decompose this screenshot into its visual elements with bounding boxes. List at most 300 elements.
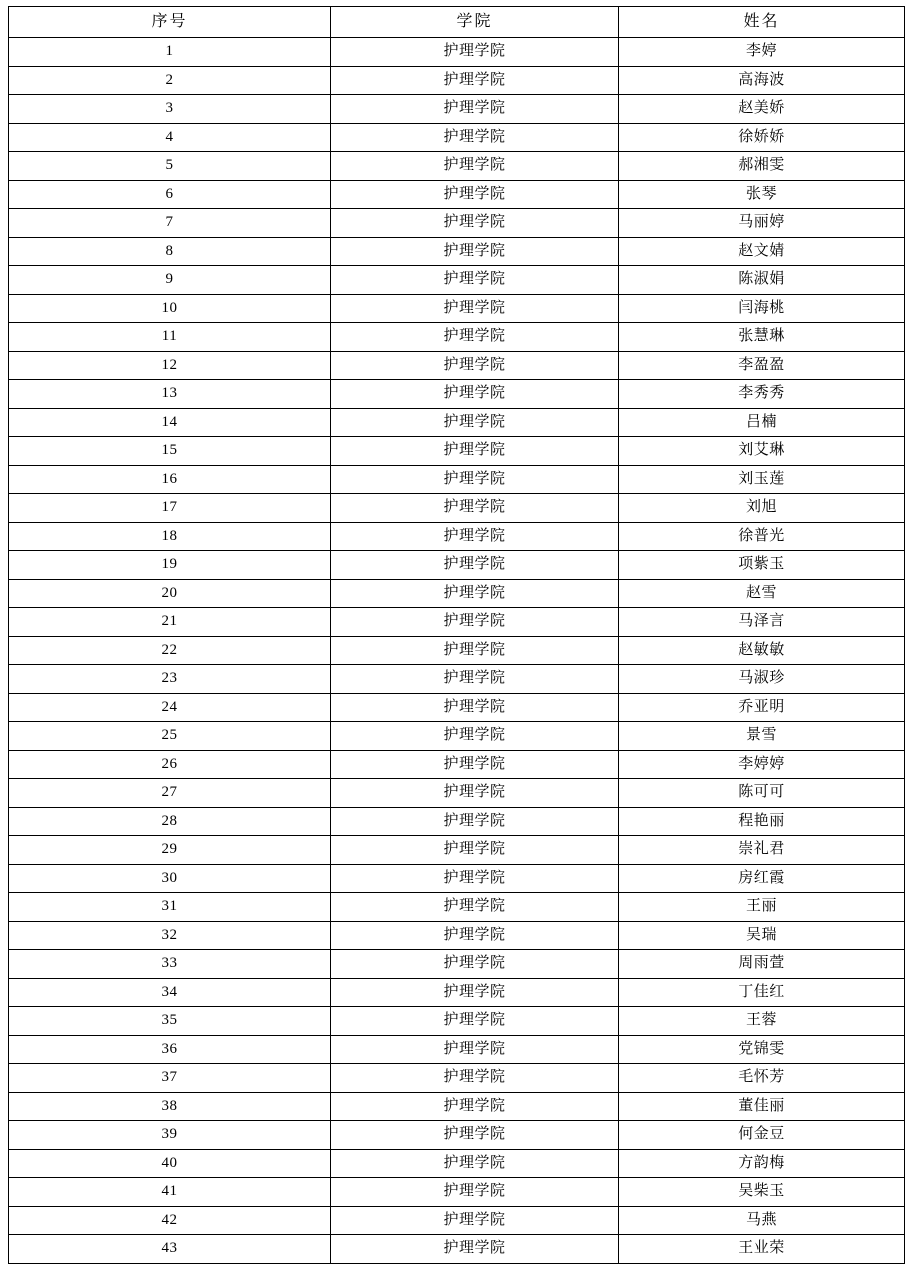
table-row xyxy=(9,693,905,722)
cell-name-text: 王蓉 xyxy=(745,1012,777,1029)
cell-index xyxy=(9,1178,331,1207)
cell-name xyxy=(619,95,905,124)
cell-name xyxy=(619,1007,905,1036)
cell-name-text: 陈可可 xyxy=(738,784,785,801)
cell-index xyxy=(9,380,331,409)
cell-index-text: 39 xyxy=(161,1126,178,1143)
cell-name xyxy=(619,1206,905,1235)
cell-index xyxy=(9,807,331,836)
cell-college xyxy=(331,66,619,95)
cell-college-text: 护理学院 xyxy=(443,71,506,88)
cell-name-text: 毛怀芳 xyxy=(738,1069,785,1086)
column-header-name xyxy=(619,7,905,38)
cell-index xyxy=(9,608,331,637)
cell-college-text: 护理学院 xyxy=(443,271,506,288)
cell-college xyxy=(331,1064,619,1093)
cell-name xyxy=(619,608,905,637)
cell-index-text: 16 xyxy=(161,470,178,487)
cell-index-text: 21 xyxy=(161,613,178,630)
cell-index-text: 25 xyxy=(161,727,178,744)
cell-college-text: 护理学院 xyxy=(443,157,506,174)
cell-name-text: 董佳丽 xyxy=(738,1097,785,1114)
cell-name-text: 房红霞 xyxy=(738,869,785,886)
cell-index xyxy=(9,323,331,352)
cell-college-text: 护理学院 xyxy=(443,869,506,886)
cell-name-text: 丁佳红 xyxy=(738,983,785,1000)
cell-name-text: 吴瑞 xyxy=(745,926,777,943)
cell-index-text: 19 xyxy=(161,556,178,573)
cell-college xyxy=(331,1035,619,1064)
cell-name-text: 马泽言 xyxy=(738,613,785,630)
cell-index-text: 23 xyxy=(161,670,178,687)
cell-college-text: 护理学院 xyxy=(443,556,506,573)
table-row xyxy=(9,893,905,922)
cell-index xyxy=(9,636,331,665)
table-row xyxy=(9,266,905,295)
table-row xyxy=(9,579,905,608)
table-row xyxy=(9,1007,905,1036)
cell-name-text: 郝湘雯 xyxy=(738,157,785,174)
cell-college-text: 护理学院 xyxy=(443,1183,506,1200)
cell-index xyxy=(9,921,331,950)
cell-name xyxy=(619,408,905,437)
table-row xyxy=(9,351,905,380)
cell-college xyxy=(331,636,619,665)
cell-name-text: 周雨萱 xyxy=(738,955,785,972)
cell-name xyxy=(619,1235,905,1264)
table-row xyxy=(9,608,905,637)
cell-college-text: 护理学院 xyxy=(443,214,506,231)
cell-name xyxy=(619,978,905,1007)
cell-name xyxy=(619,38,905,67)
cell-college-text: 护理学院 xyxy=(443,812,506,829)
cell-index-text: 11 xyxy=(161,328,178,345)
cell-name-text: 何金豆 xyxy=(738,1126,785,1143)
cell-college xyxy=(331,351,619,380)
table-row xyxy=(9,1149,905,1178)
cell-name xyxy=(619,66,905,95)
cell-name xyxy=(619,465,905,494)
cell-index xyxy=(9,494,331,523)
cell-index xyxy=(9,1092,331,1121)
cell-college xyxy=(331,522,619,551)
table-row xyxy=(9,1092,905,1121)
table-row xyxy=(9,494,905,523)
table-row xyxy=(9,1064,905,1093)
cell-index-text: 14 xyxy=(161,413,178,430)
cell-name-text: 李秀秀 xyxy=(738,385,785,402)
cell-college-text: 护理学院 xyxy=(443,385,506,402)
cell-college xyxy=(331,665,619,694)
cell-name-text: 刘艾琳 xyxy=(738,442,785,459)
cell-index xyxy=(9,152,331,181)
cell-college xyxy=(331,807,619,836)
cell-index xyxy=(9,408,331,437)
table-header xyxy=(9,7,905,38)
cell-name xyxy=(619,665,905,694)
table-row xyxy=(9,437,905,466)
cell-index-text: 41 xyxy=(161,1183,178,1200)
cell-name-text: 方韵梅 xyxy=(738,1154,785,1171)
cell-name-text: 乔亚明 xyxy=(738,698,785,715)
cell-name xyxy=(619,237,905,266)
cell-name-text: 张慧琳 xyxy=(738,328,785,345)
table-row xyxy=(9,1235,905,1264)
cell-index xyxy=(9,779,331,808)
cell-index xyxy=(9,551,331,580)
cell-name-text: 闫海桃 xyxy=(738,299,785,316)
cell-name-text: 陈淑娟 xyxy=(738,271,785,288)
table-row xyxy=(9,408,905,437)
cell-college xyxy=(331,779,619,808)
cell-name-text: 刘玉莲 xyxy=(738,470,785,487)
cell-college xyxy=(331,266,619,295)
table-row xyxy=(9,522,905,551)
cell-name xyxy=(619,123,905,152)
cell-college-text: 护理学院 xyxy=(443,185,506,202)
cell-college xyxy=(331,209,619,238)
cell-college xyxy=(331,836,619,865)
cell-index xyxy=(9,266,331,295)
cell-college xyxy=(331,1178,619,1207)
cell-college-text: 护理学院 xyxy=(443,128,506,145)
cell-name-text: 吕楠 xyxy=(745,413,777,430)
cell-college xyxy=(331,1121,619,1150)
cell-index xyxy=(9,1149,331,1178)
cell-index-text: 38 xyxy=(161,1097,178,1114)
cell-name xyxy=(619,551,905,580)
cell-college-text: 护理学院 xyxy=(443,1097,506,1114)
column-header-college-label: 学院 xyxy=(456,13,493,30)
cell-college-text: 护理学院 xyxy=(443,727,506,744)
table-row xyxy=(9,779,905,808)
cell-name xyxy=(619,1178,905,1207)
cell-index-text: 5 xyxy=(165,157,174,174)
cell-index-text: 12 xyxy=(161,356,178,373)
cell-college xyxy=(331,323,619,352)
cell-name-text: 李盈盈 xyxy=(738,356,785,373)
cell-name xyxy=(619,437,905,466)
cell-college-text: 护理学院 xyxy=(443,413,506,430)
cell-college xyxy=(331,1092,619,1121)
cell-college xyxy=(331,921,619,950)
table-row xyxy=(9,978,905,1007)
cell-index xyxy=(9,1064,331,1093)
cell-college xyxy=(331,152,619,181)
cell-college-text: 护理学院 xyxy=(443,527,506,544)
cell-name-text: 徐普光 xyxy=(738,527,785,544)
cell-name-text: 景雪 xyxy=(745,727,777,744)
cell-college xyxy=(331,551,619,580)
cell-name xyxy=(619,380,905,409)
cell-college-text: 护理学院 xyxy=(443,898,506,915)
cell-college-text: 护理学院 xyxy=(443,1069,506,1086)
cell-index xyxy=(9,465,331,494)
cell-name xyxy=(619,1064,905,1093)
table-row xyxy=(9,123,905,152)
cell-college-text: 护理学院 xyxy=(443,100,506,117)
cell-college-text: 护理学院 xyxy=(443,299,506,316)
table-row xyxy=(9,921,905,950)
table-row xyxy=(9,836,905,865)
cell-index xyxy=(9,123,331,152)
cell-index xyxy=(9,693,331,722)
cell-index-text: 17 xyxy=(161,499,178,516)
cell-index-text: 33 xyxy=(161,955,178,972)
cell-index-text: 30 xyxy=(161,869,178,886)
cell-name-text: 赵敏敏 xyxy=(738,641,785,658)
table-row xyxy=(9,66,905,95)
table-row xyxy=(9,665,905,694)
cell-college xyxy=(331,465,619,494)
cell-name xyxy=(619,921,905,950)
cell-index-text: 43 xyxy=(161,1240,178,1257)
column-header-college xyxy=(331,7,619,38)
cell-index xyxy=(9,893,331,922)
cell-college-text: 护理学院 xyxy=(443,1012,506,1029)
cell-index-text: 20 xyxy=(161,584,178,601)
cell-college xyxy=(331,408,619,437)
cell-index-text: 1 xyxy=(165,43,174,60)
cell-college-text: 护理学院 xyxy=(443,1154,506,1171)
cell-index xyxy=(9,1235,331,1264)
cell-index-text: 18 xyxy=(161,527,178,544)
cell-index xyxy=(9,1121,331,1150)
cell-name xyxy=(619,1092,905,1121)
cell-college-text: 护理学院 xyxy=(443,1126,506,1143)
cell-index-text: 37 xyxy=(161,1069,178,1086)
cell-college-text: 护理学院 xyxy=(443,328,506,345)
cell-index-text: 10 xyxy=(161,299,178,316)
cell-name-text: 李婷婷 xyxy=(738,755,785,772)
cell-college xyxy=(331,294,619,323)
cell-index-text: 22 xyxy=(161,641,178,658)
cell-index-text: 4 xyxy=(165,128,174,145)
table-row xyxy=(9,1178,905,1207)
cell-college-text: 护理学院 xyxy=(443,926,506,943)
cell-name-text: 马燕 xyxy=(745,1211,777,1228)
cell-college xyxy=(331,123,619,152)
cell-name xyxy=(619,579,905,608)
cell-index-text: 34 xyxy=(161,983,178,1000)
cell-name-text: 王业荣 xyxy=(738,1240,785,1257)
cell-college xyxy=(331,95,619,124)
cell-college-text: 护理学院 xyxy=(443,983,506,1000)
cell-name-text: 崇礼君 xyxy=(738,841,785,858)
table-row xyxy=(9,209,905,238)
cell-name-text: 徐娇娇 xyxy=(738,128,785,145)
cell-index xyxy=(9,579,331,608)
cell-index xyxy=(9,1007,331,1036)
cell-name-text: 党锦雯 xyxy=(738,1040,785,1057)
cell-index-text: 31 xyxy=(161,898,178,915)
cell-name xyxy=(619,266,905,295)
cell-college xyxy=(331,237,619,266)
cell-index xyxy=(9,864,331,893)
table-row xyxy=(9,551,905,580)
cell-name xyxy=(619,836,905,865)
cell-name xyxy=(619,494,905,523)
cell-index xyxy=(9,180,331,209)
cell-college-text: 护理学院 xyxy=(443,955,506,972)
cell-name xyxy=(619,750,905,779)
cell-index xyxy=(9,1035,331,1064)
cell-name xyxy=(619,1121,905,1150)
cell-college-text: 护理学院 xyxy=(443,470,506,487)
cell-college-text: 护理学院 xyxy=(443,356,506,373)
cell-index xyxy=(9,1206,331,1235)
cell-index-text: 13 xyxy=(161,385,178,402)
table-row xyxy=(9,95,905,124)
cell-college-text: 护理学院 xyxy=(443,613,506,630)
cell-index-text: 15 xyxy=(161,442,178,459)
cell-name xyxy=(619,180,905,209)
cell-college xyxy=(331,579,619,608)
cell-name xyxy=(619,522,905,551)
cell-index-text: 6 xyxy=(165,185,174,202)
cell-index xyxy=(9,722,331,751)
table-row xyxy=(9,1035,905,1064)
table-row xyxy=(9,465,905,494)
cell-name-text: 吴柴玉 xyxy=(738,1183,785,1200)
cell-index xyxy=(9,978,331,1007)
cell-name-text: 李婷 xyxy=(745,43,777,60)
cell-college xyxy=(331,722,619,751)
cell-name xyxy=(619,893,905,922)
table-row xyxy=(9,722,905,751)
cell-college-text: 护理学院 xyxy=(443,242,506,259)
cell-college-text: 护理学院 xyxy=(443,641,506,658)
cell-name xyxy=(619,294,905,323)
cell-college-text: 护理学院 xyxy=(443,755,506,772)
cell-index xyxy=(9,750,331,779)
cell-index-text: 35 xyxy=(161,1012,178,1029)
cell-index xyxy=(9,237,331,266)
cell-name xyxy=(619,152,905,181)
table-row xyxy=(9,636,905,665)
table-row xyxy=(9,237,905,266)
roster-table xyxy=(8,6,905,1264)
table-row xyxy=(9,323,905,352)
cell-index xyxy=(9,522,331,551)
cell-name xyxy=(619,722,905,751)
cell-college-text: 护理学院 xyxy=(443,784,506,801)
cell-index-text: 9 xyxy=(165,271,174,288)
cell-college-text: 护理学院 xyxy=(443,1211,506,1228)
cell-name xyxy=(619,864,905,893)
cell-index xyxy=(9,294,331,323)
cell-name xyxy=(619,807,905,836)
cell-index-text: 8 xyxy=(165,242,174,259)
cell-name-text: 刘旭 xyxy=(745,499,777,516)
table-row xyxy=(9,1121,905,1150)
table-row xyxy=(9,38,905,67)
cell-college xyxy=(331,1206,619,1235)
table-row xyxy=(9,864,905,893)
cell-name-text: 王丽 xyxy=(745,898,777,915)
cell-college xyxy=(331,437,619,466)
cell-index xyxy=(9,836,331,865)
table-body xyxy=(9,38,905,1264)
cell-college-text: 护理学院 xyxy=(443,584,506,601)
cell-name-text: 马淑珍 xyxy=(738,670,785,687)
cell-name xyxy=(619,209,905,238)
cell-name xyxy=(619,1035,905,1064)
cell-index-text: 36 xyxy=(161,1040,178,1057)
cell-college-text: 护理学院 xyxy=(443,698,506,715)
cell-index-text: 32 xyxy=(161,926,178,943)
table-row xyxy=(9,294,905,323)
cell-college xyxy=(331,950,619,979)
cell-name xyxy=(619,779,905,808)
cell-index-text: 29 xyxy=(161,841,178,858)
table-row xyxy=(9,380,905,409)
cell-index-text: 24 xyxy=(161,698,178,715)
table-row xyxy=(9,152,905,181)
table-row xyxy=(9,180,905,209)
cell-college-text: 护理学院 xyxy=(443,1040,506,1057)
table-row xyxy=(9,1206,905,1235)
cell-college-text: 护理学院 xyxy=(443,1240,506,1257)
cell-college xyxy=(331,494,619,523)
cell-index-text: 3 xyxy=(165,100,174,117)
cell-college xyxy=(331,693,619,722)
cell-index xyxy=(9,209,331,238)
cell-name-text: 赵美娇 xyxy=(738,100,785,117)
cell-name-text: 高海波 xyxy=(738,71,785,88)
cell-name xyxy=(619,351,905,380)
cell-index xyxy=(9,95,331,124)
cell-name xyxy=(619,693,905,722)
cell-index-text: 7 xyxy=(165,214,174,231)
cell-name xyxy=(619,1149,905,1178)
cell-college xyxy=(331,608,619,637)
column-header-name-label: 姓名 xyxy=(743,13,780,30)
cell-college-text: 护理学院 xyxy=(443,841,506,858)
cell-name xyxy=(619,636,905,665)
cell-index xyxy=(9,351,331,380)
cell-index-text: 40 xyxy=(161,1154,178,1171)
cell-name xyxy=(619,950,905,979)
table-header-row xyxy=(9,7,905,38)
cell-college xyxy=(331,893,619,922)
cell-college-text: 护理学院 xyxy=(443,670,506,687)
cell-name-text: 马丽婷 xyxy=(738,214,785,231)
cell-college xyxy=(331,1149,619,1178)
cell-college-text: 护理学院 xyxy=(443,442,506,459)
cell-index-text: 27 xyxy=(161,784,178,801)
cell-name-text: 赵文婧 xyxy=(738,242,785,259)
cell-index-text: 42 xyxy=(161,1211,178,1228)
cell-index xyxy=(9,950,331,979)
cell-index-text: 26 xyxy=(161,755,178,772)
cell-name-text: 程艳丽 xyxy=(738,812,785,829)
cell-college xyxy=(331,38,619,67)
cell-name-text: 赵雪 xyxy=(745,584,777,601)
cell-name xyxy=(619,323,905,352)
cell-college-text: 护理学院 xyxy=(443,43,506,60)
column-header-index xyxy=(9,7,331,38)
cell-name-text: 项紫玉 xyxy=(738,556,785,573)
cell-college xyxy=(331,1235,619,1264)
column-header-index-label: 序号 xyxy=(151,13,188,30)
cell-college xyxy=(331,180,619,209)
cell-college xyxy=(331,864,619,893)
cell-index xyxy=(9,66,331,95)
cell-name-text: 张琴 xyxy=(745,185,777,202)
table-row xyxy=(9,750,905,779)
cell-index-text: 2 xyxy=(165,71,174,88)
